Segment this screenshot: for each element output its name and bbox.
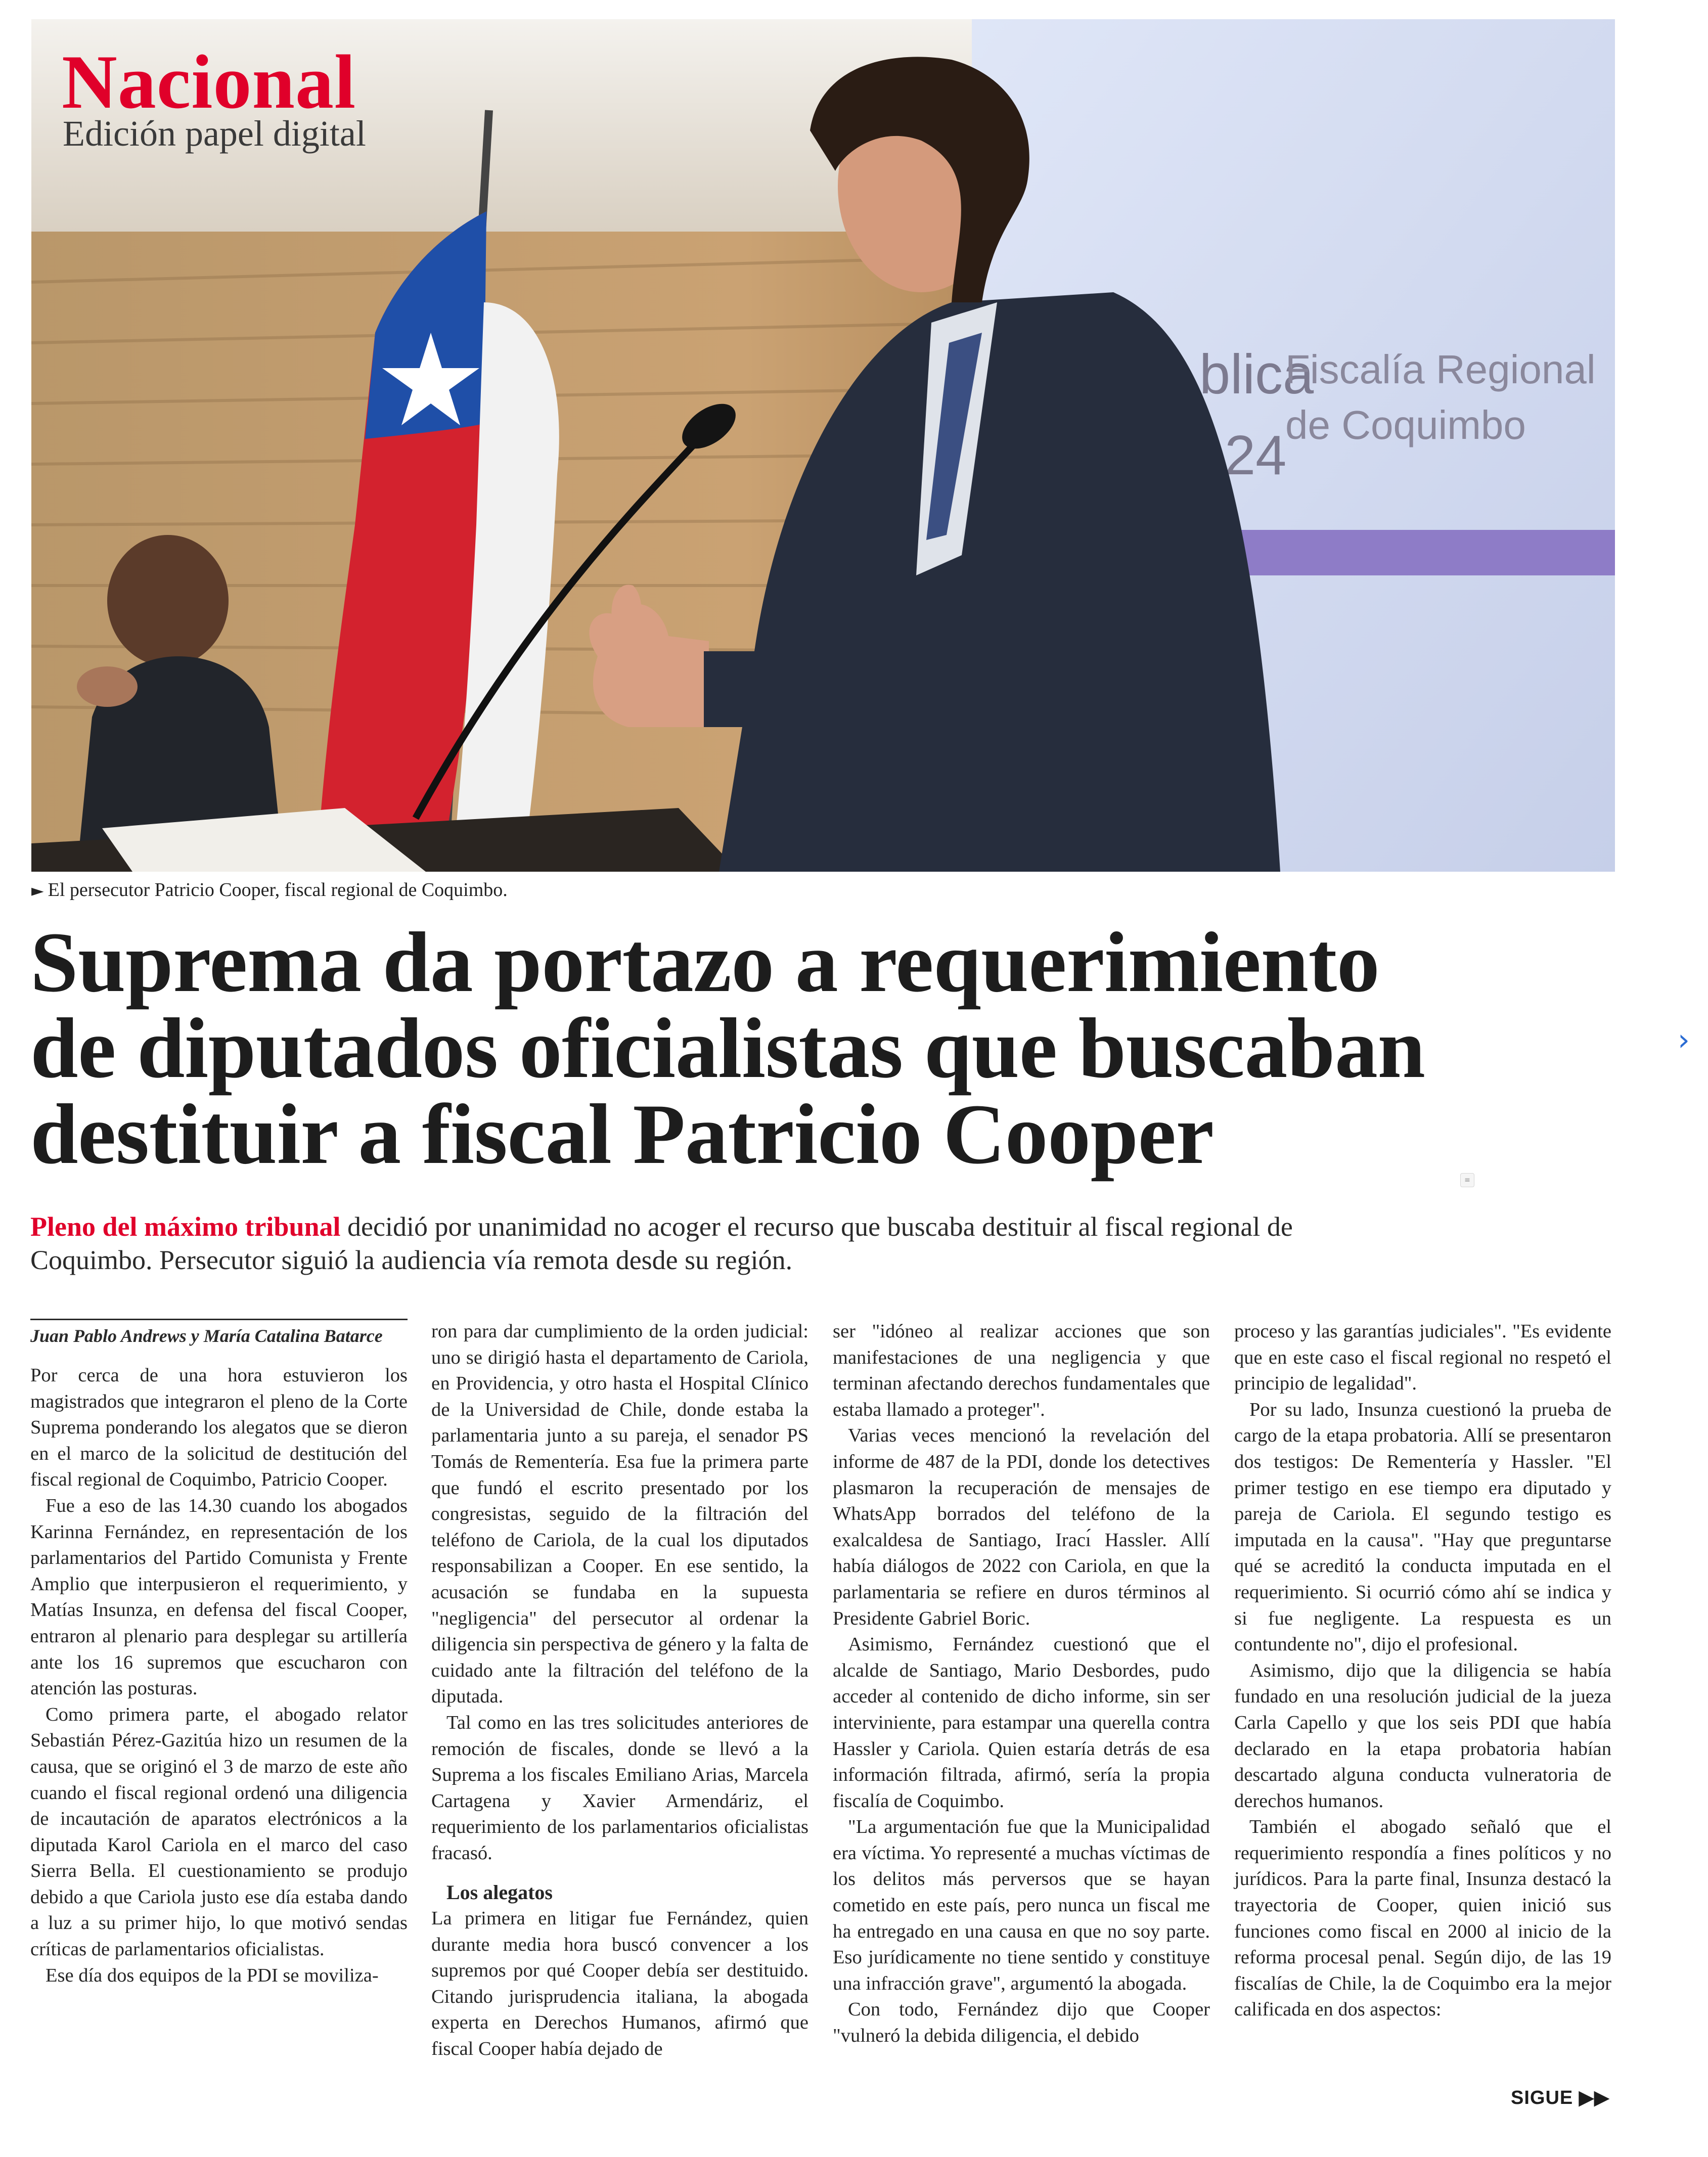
headline-line-1: Suprema da portazo a requerimiento [30, 915, 1380, 1010]
lead-photo [31, 19, 1615, 872]
byline: Juan Pablo Andrews y María Catalina Batarce [30, 1319, 408, 1349]
deck-text: decidió por unanimidad no acoger el recurso que buscaba destituir al fiscal regional de Coquimbo. Persecutor siguió la audiencia vía remota desde su región. [30, 1211, 1293, 1275]
paragraph: Por su lado, Insunza cuestionó la prueba de cargo de la etapa probatoria. Allí se presentaron dos testigos: De Rementería y Hassler. "El primer testigo en ese tiempo era diputado y pareja de Cariola. El segundo testigo es imputada en la causa". "Hay que preguntarse qué se acreditó la conducta imputada en el requerimiento. Si ocurrió cómo ahí se indica y si fue negligente. La respuesta es un contundente no", dijo el profesional. [1234, 1399, 1611, 1655]
note-marker-icon[interactable]: ≡ [1460, 1173, 1474, 1187]
deck [30, 1210, 1396, 1277]
paragraph: proceso y las garantías judiciales". "Es evidente que en este caso el fiscal regional no respetó el principio de legalidad". [1234, 1321, 1611, 1395]
photo-caption [31, 879, 508, 902]
paragraph: La primera en litigar fue Fernández, quien durante media hora buscó convencer a los supremos por qué Cooper debía ser destituido. Citando jurisprudencia italiana, la abogada experta en Derechos Humanos, afirmó que fiscal Cooper había dejado de [431, 1908, 808, 2060]
section-subtitle: Edición papel digital [63, 113, 366, 154]
column-2 [431, 1319, 808, 2062]
headline-line-2: de diputados oficialistas que buscaban [30, 1001, 1425, 1096]
continue-label[interactable]: SIGUE ▶▶ [1511, 2087, 1610, 2108]
headline [30, 915, 1572, 1182]
next-page-chevron-icon[interactable]: › [1678, 1022, 1690, 1058]
headline-line-3: destituir a fiscal Patricio Cooper [30, 1087, 1214, 1182]
subhead-alegatos: Los alegatos [446, 1881, 553, 1904]
paragraph: ron para dar cumplimiento de la orden judicial: uno se dirigió hasta el departamento de Cariola, en Providencia, y otro hasta el Hospital Clínico de la Universidad de Chile, donde estaba la parlamentaria junto a su pareja, el senador PS Tomás de Rementería. Esa fue la primera parte que fundó el escrito presentado por los congresistas, seguido de la filtración del teléfono de Cariola, de la cual los diputados responsabilizan a Cooper. En ese sentido, la acusación se fundaba en la supuesta "negligencia" del persecutor al ordenar la diligencia sin perspectiva de género y la falta de cuidado ante la filtración del teléfono de la diputada. [431, 1321, 808, 1707]
paragraph: ser "idóneo al realizar acciones que son manifestaciones de una negligencia y que terminan afectando derechos fundamentales que estaba llamado a proteger". [833, 1321, 1210, 1420]
paragraph: Por cerca de una hora estuvieron los magistrados que integraron el pleno de la Corte Suprema ponderando los alegatos que se dieron en el marco de la solicitud de destitución del fiscal regional de Coquimbo, Patricio Cooper. [30, 1365, 408, 1491]
paragraph: Asimismo, Fernández cuestionó que el alcalde de Santiago, Mario Desbordes, pudo acceder al contenido de dicho informe, sin ser interviniente, para estampar una querella contra Hassler y Cariola. Quien estaría detrás de esa información filtrada, afirmó, sería la propia fiscalía de Coquimbo. [833, 1634, 1210, 1812]
deck-lead: Pleno del máximo tribunal [30, 1211, 341, 1242]
paragraph: Fue a eso de las 14.30 cuando los abogados Karinna Fernández, en representación de los parlamentarios del Partido Comunista y Frente Amplio que interpusieron el requerimiento, y Matías Insunza, en defensa del fiscal Cooper, entraron al plenario para desplegar su artillería ante los 16 supremos que escucharon con atención las posturas. [30, 1495, 408, 1699]
paragraph: Asimismo, dijo que la diligencia se había fundado en una resolución judicial de la jueza Carla Capello y que los seis PDI que había declarado en la etapa probatoria habían descartado alguna conducta vulneratoria de derechos humanos. [1234, 1659, 1611, 1812]
column-1 [30, 1319, 408, 1989]
screen-text-3: Fiscalía Regional [1285, 347, 1596, 392]
paragraph: También el abogado señaló que el requerimiento respondía a fines políticos y no jurídicos. Para la parte final, Insunza destacó la trayectoria de Cooper, quien inició sus funciones como fiscal en 2000 al inicio de la reforma procesal penal. Según dijo, de las 19 fiscalías de Chile, la de Coquimbo era la mejor calificada en dos aspectos: [1234, 1816, 1611, 2020]
section-title: Nacional [62, 39, 356, 124]
paragraph: Como primera parte, el abogado relator Sebastián Pérez-Gazitúa hizo un resumen de la causa, que se originó el 3 de marzo de este año cuando el fiscal regional ordenó una diligencia de incautación de aparatos electrónicos a la diputada Karol Cariola en el marco del caso Sierra Bella. El cuestionamiento se produjo debido a que Cariola justo ese día estaba dando a luz a su primer hijo, lo que motivó sendas críticas de parlamentarios oficialistas. [30, 1703, 408, 1960]
paragraph: Tal como en las tres solicitudes anteriores de remoción de fiscales, donde se llevó a la Suprema a los fiscales Emiliano Arias, Marcela Cartagena y Xavier Armendáriz, el requerimiento de los parlamentarios oficialistas fracasó. [431, 1712, 808, 1864]
paragraph: Con todo, Fernández dijo que Cooper "vulneró la debida diligencia, el debido [833, 1999, 1210, 2047]
screen-text-2: 24 [1225, 424, 1287, 486]
screen-text-4: de Coquimbo [1285, 402, 1526, 447]
column-3 [833, 1319, 1210, 2049]
column-4 [1234, 1319, 1611, 2023]
caption-text: El persecutor Patricio Cooper, fiscal regional de Coquimbo. [48, 879, 508, 901]
paragraph: Varias veces mencionó la revelación del informe de 487 de la PDI, donde los detectives plasmaron la recuperación de mensajes de WhatsApp borrados del teléfono de la exalcaldesa de Santiago, Iracı́ Hassler. Allí había diálogos de 2022 con Cariola, en que la parlamentaria se refiere en duros términos al Presidente Gabriel Boric. [833, 1425, 1210, 1629]
paragraph: "La argumentación fue que la Municipalidad era víctima. Yo representé a muchas víctimas de los delitos más perversos que se hayan cometido en este país, pero nunca un fiscal me ha entregado en una causa en que no soy parte. Eso jurídicamente no tiene sentido y constituye una infracción grave", argumentó la abogada. [833, 1816, 1210, 1994]
screen-text-1: blica [1199, 343, 1314, 406]
paragraph: Ese día dos equipos de la PDI se moviliza- [46, 1964, 379, 1986]
caption-triangle-icon: ► [31, 881, 44, 900]
